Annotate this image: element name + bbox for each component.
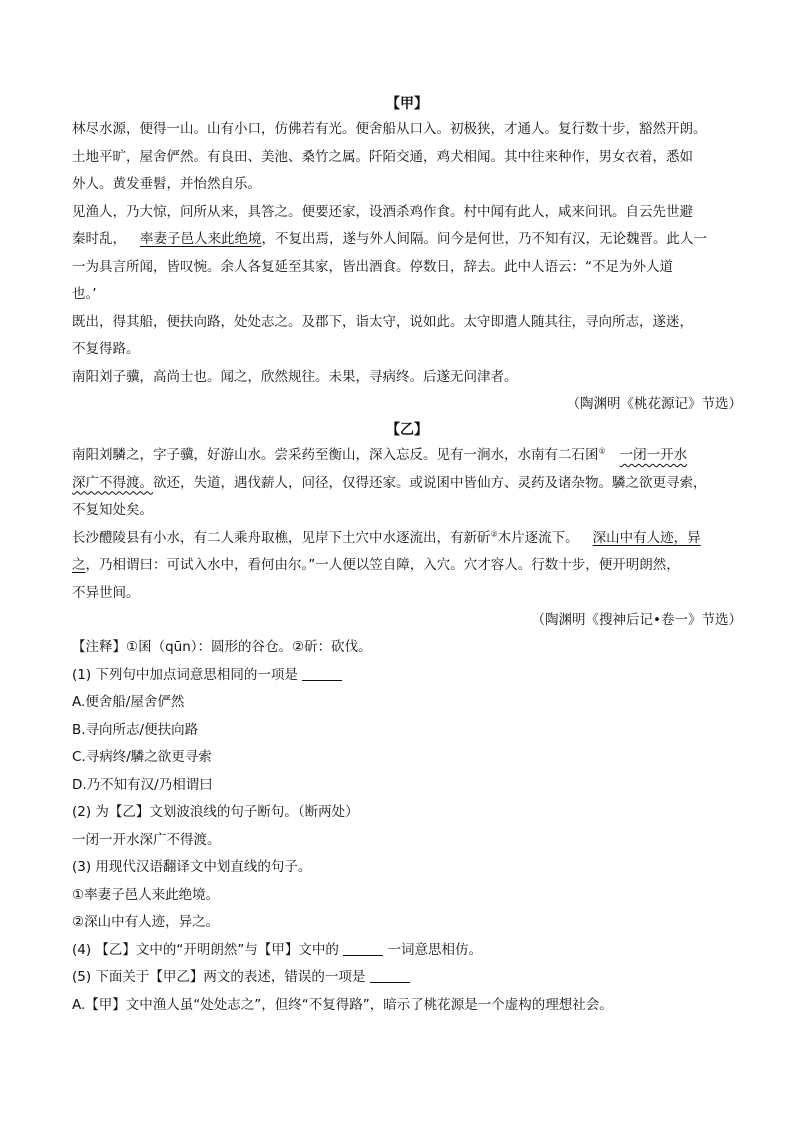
yi-line-2-text: 欲还，失道，遇伐薪人，问径，仅得还家。或说囷中皆仙方、灵药及诸杂物。驎之欲更寻索， <box>153 474 707 491</box>
question-3-item-1: ①率妻子邑人来此绝境。 <box>72 886 220 903</box>
question-4-text-start: (4) 【乙】文中的“开明朗然”与【甲】文中的 <box>72 941 339 958</box>
question-3-item-2: ②深山中有人迹，异之。 <box>72 914 220 930</box>
underlined-sentence-2-part-1: 深山中有人迹，异 <box>592 529 701 546</box>
footnote-marker-2: ② <box>490 529 498 538</box>
yi-line-1 <box>72 442 742 470</box>
jia-line-8: 既出，得其船，便扶向路，处处志之。及郡下，诣太守，说如此。太守即遣人随其往，寻向所志，遂迷， <box>72 313 693 330</box>
question-2: (2) 为【乙】文划波浪线的句子断句。（断两处） <box>72 804 359 820</box>
question-4-text-end: 一词意思相仿。 <box>387 941 482 958</box>
question-3: (3) 用现代汉语翻译文中划直线的句子。 <box>72 859 312 875</box>
jia-line-10: 南阳刘子骥，高尚士也。闻之，欣然规往。未果，寻病终。后遂无问津者。 <box>72 368 518 385</box>
question-5-option-a: A.【甲】文中渔人虽“处处志之”，但终“不复得路”，暗示了桃花源是一个虚构的理想社会。 <box>72 996 613 1013</box>
jia-line-2: 土地平旷，屋舍俨然。有良田、美池、桑竹之属。阡陌交通，鸡犬相闻。其中往来种作，男女衣着，悉如 <box>72 148 693 165</box>
jia-line-5-end: ，不复出焉，遂与外人间隔。问今是何世，乃不知有汉，无论魏晋。此人一 <box>261 231 707 247</box>
footnote-marker-1: ① <box>598 446 606 456</box>
jia-line-1: 林尽水源，便得一山。山有小口，仿佛若有光。便舍船从口入。初极狭，才通人。复行数十步，豁然开朗。 <box>72 121 707 137</box>
answer-blank-5[interactable] <box>370 968 410 983</box>
yi-line-4-text: 长沙醴陵县有小水，有二人乘舟取樵，见岸下土穴中水逐流出，有新斫 <box>72 529 491 546</box>
yi-line-5-text: ，乃相谓曰：可试入水中，看何由尔。”一人便以笠自障，入穴。穴才容人。行数十步，便开明朗然， <box>85 557 680 573</box>
jia-line-7: 也。’ <box>72 286 97 302</box>
answer-blank-1[interactable] <box>302 666 342 681</box>
jia-line-5-start: 秦时乱， <box>72 231 126 247</box>
passage-yi-heading: 【乙】 <box>386 422 428 438</box>
wavy-sentence-part-1: 一闭一开水 <box>619 447 688 463</box>
question-1-option-a: A.便舍船/屋舍俨然 <box>72 694 185 710</box>
question-5-text: (5) 下面关于【甲乙】两文的表述，错误的一项是 <box>72 969 366 985</box>
annotation-notes: 【注释】①囷（qūn）：圆形的谷仓。②斫：砍伐。 <box>72 639 372 655</box>
question-2-text: 一闭一开水深广不得渡。 <box>72 831 221 848</box>
jia-line-5 <box>72 226 742 254</box>
answer-blank-4[interactable] <box>343 941 383 956</box>
jia-source: （陶渊明《桃花源记》节选） <box>566 396 742 412</box>
question-1-text: (1) 下列句中加点词意思相同的一项是 <box>72 666 298 683</box>
jia-line-3: 外人。黄发垂髫，并怡然自乐。 <box>72 176 261 192</box>
passage-jia-heading: 【甲】 <box>386 96 428 112</box>
question-1-option-b: B.寻向所志/便扶向路 <box>72 721 199 738</box>
question-1-option-d: D.乃不知有汉/乃相谓曰 <box>72 776 213 793</box>
question-1 <box>72 662 742 690</box>
yi-source: （陶渊明《搜神后记•卷一》节选） <box>531 612 742 628</box>
jia-line-6: 一为具言所闻，皆叹惋。余人各复延至其家，皆出酒食。停数日，辞去。此中人语云：“不足为外人道 <box>72 258 673 275</box>
wavy-sentence-part-2: 深广不得渡。 <box>72 474 153 491</box>
question-4 <box>72 937 742 965</box>
yi-line-4 <box>72 525 742 553</box>
jia-line-4: 见渔人，乃大惊，问所从来，具答之。便要还家，设酒杀鸡作食。村中闻有此人，咸来问讯。自云先世避 <box>72 203 693 220</box>
document-page <box>72 92 742 1019</box>
yi-line-5 <box>72 552 742 580</box>
jia-line-9: 不复得路。 <box>72 341 140 357</box>
yi-line-6: 不异世间。 <box>72 584 140 601</box>
yi-line-1-text: 南阳刘驎之，字子骥，好游山水。尝采药至衡山，深入忘反。见有一涧水，水南有二石囷 <box>72 447 599 463</box>
question-1-option-c: C.寻病终/驎之欲更寻索 <box>72 749 212 765</box>
yi-line-3: 不复知处矣。 <box>72 502 153 518</box>
underlined-sentence-2-part-2: 之 <box>72 557 86 573</box>
yi-line-4-mid: 木片逐流下。 <box>497 529 579 546</box>
yi-line-2 <box>72 470 742 498</box>
underlined-sentence-1: 率妻子邑人来此绝境 <box>140 231 262 247</box>
question-5 <box>72 964 742 992</box>
